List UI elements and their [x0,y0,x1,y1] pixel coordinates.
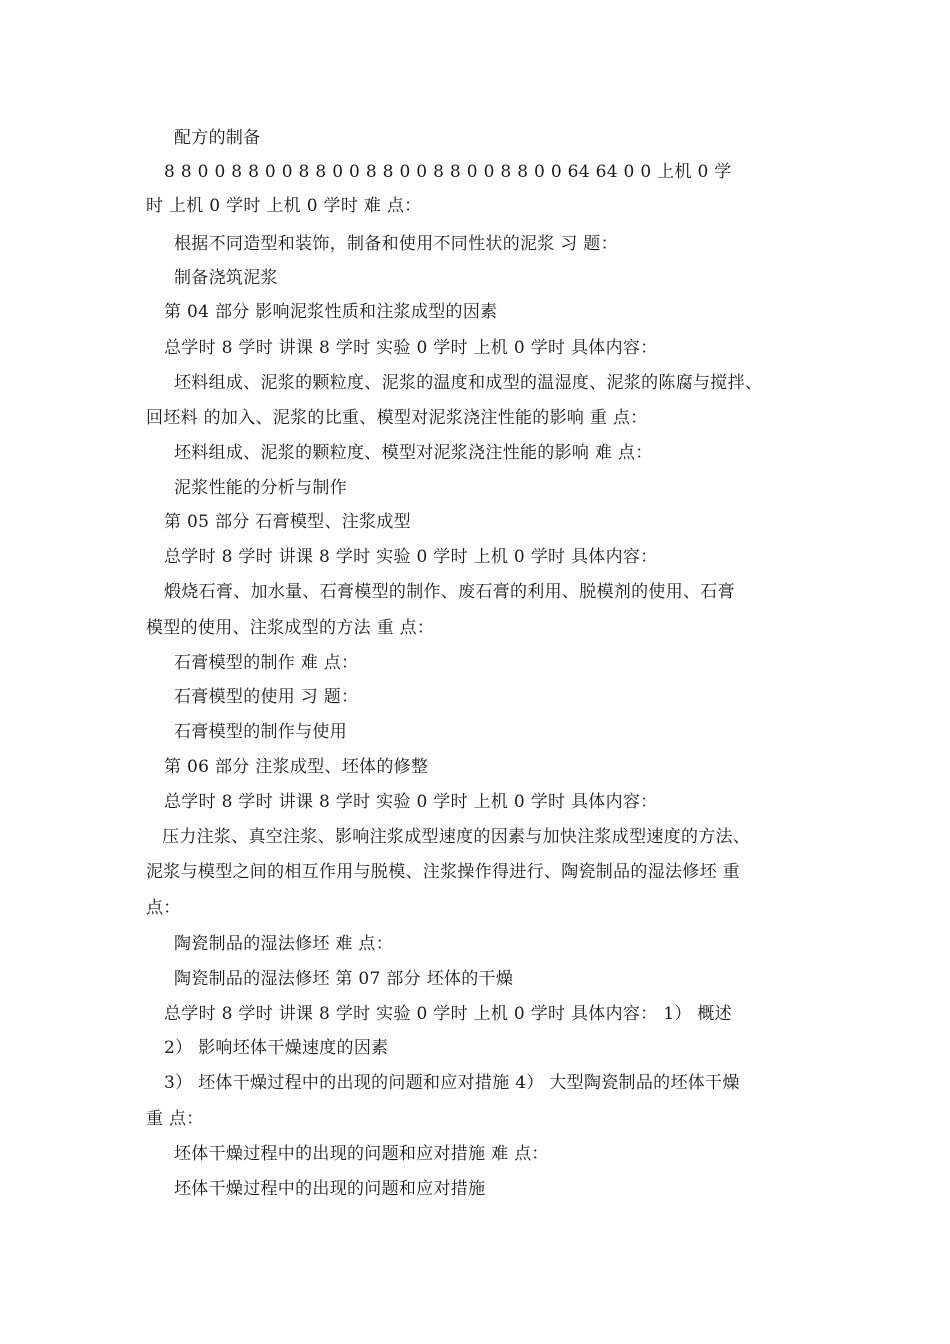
text-line: 石膏模型的使用 习 题： [174,687,359,707]
text-line: 坯体干燥过程中的出现的问题和应对措施 [174,1179,486,1199]
text-line: 陶瓷制品的湿法修坯 第 07 部分 坯体的干燥 [174,969,514,989]
text-line: 石膏模型的制作与使用 [174,722,347,742]
text-line: 泥浆与模型之间的相互作用与脱模、注浆操作得进行、陶瓷制品的湿法修坯 重 [146,862,740,882]
text-line: 回坯料 的加入、泥浆的比重、模型对泥浆浇注性能的影响 重 点： [146,408,648,428]
text-line: 陶瓷制品的湿法修坯 难 点： [174,934,394,954]
text-line: 坯料组成、泥浆的颗粒度、模型对泥浆浇注性能的影响 难 点： [174,443,653,463]
list-item: 3） 坯体干燥过程中的出现的问题和应对措施 4） 大型陶瓷制品的坯体干燥 [164,1073,740,1093]
text-line: 石膏模型的制作 难 点： [174,653,359,673]
section-heading: 第 05 部分 石膏模型、注浆成型 [164,512,411,532]
text-line: 时 上机 0 学时 上机 0 学时 难 点： [146,196,422,216]
text-line: 总学时 8 学时 讲课 8 学时 实验 0 学时 上机 0 学时 具体内容： [164,547,658,567]
text-line: 8 8 0 0 8 8 0 0 8 8 0 0 8 8 0 0 8 8 0 0 8 8 0 0 64 64 0 0 上机 0 学 [164,162,732,182]
text-line: 模型的使用、注浆成型的方法 重 点： [146,618,435,638]
text-line: 泥浆性能的分析与制作 [174,478,347,498]
text-line: 配方的制备 [174,128,261,148]
section-heading: 第 04 部分 影响泥浆性质和注浆成型的因素 [164,302,498,322]
text-line: 压力注浆、真空注浆、影响注浆成型速度的因素与加快注浆成型速度的方法、 [162,827,751,847]
text-line: 总学时 8 学时 讲课 8 学时 实验 0 学时 上机 0 学时 具体内容： [164,338,658,358]
text-line: 总学时 8 学时 讲课 8 学时 实验 0 学时 上机 0 学时 具体内容： 1） 概述 [164,1004,732,1024]
section-heading: 第 06 部分 注浆成型、坯体的修整 [164,757,429,777]
text-line: 制备浇筑泥浆 [174,268,278,288]
text-line: 煅烧石膏、加水量、石膏模型的制作、废石膏的利用、脱模剂的使用、石膏 [164,582,735,602]
text-line: 坯料组成、泥浆的颗粒度、泥浆的温度和成型的温湿度、泥浆的陈腐与搅拌、 [174,373,763,393]
text-line: 根据不同造型和装饰，制备和使用不同性状的泥浆 习 题： [174,234,618,254]
text-line: 总学时 8 学时 讲课 8 学时 实验 0 学时 上机 0 学时 具体内容： [164,792,658,812]
text-line: 点： [146,898,181,918]
list-item: 2） 影响坯体干燥速度的因素 [164,1038,389,1058]
text-line: 重 点： [146,1109,204,1129]
text-line: 坯体干燥过程中的出现的问题和应对措施 难 点： [174,1144,549,1164]
